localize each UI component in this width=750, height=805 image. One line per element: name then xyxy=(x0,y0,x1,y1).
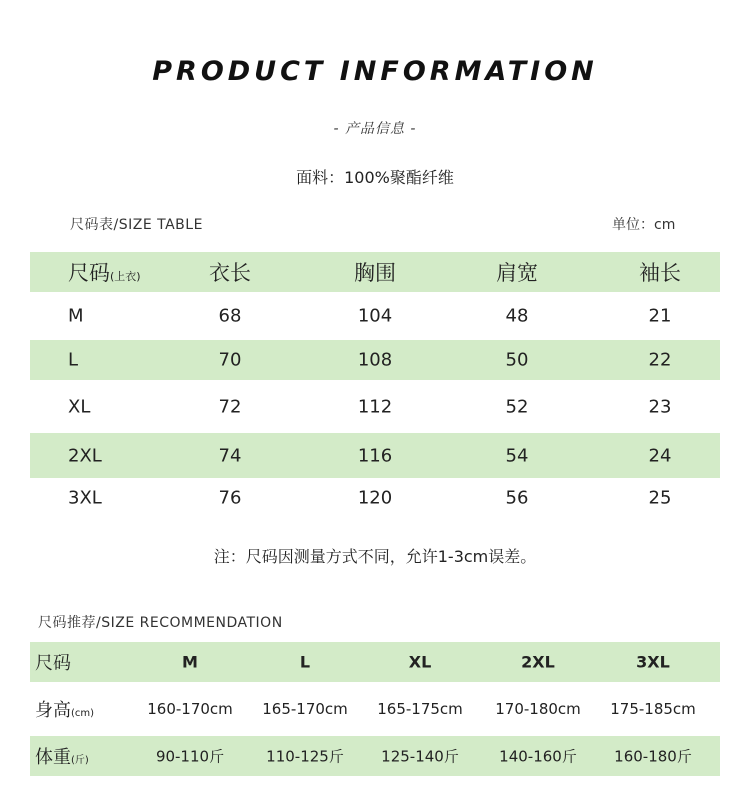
unit-label: 单位：cm xyxy=(612,217,676,233)
recommendation-label: 尺码推荐/SIZE RECOMMENDATION xyxy=(38,615,283,631)
table-row: M 68 104 48 21 xyxy=(68,305,672,327)
cell-size: L xyxy=(68,349,79,371)
recommendation-weight-row: 体重(斤) 90-110斤 110-125斤 125-140斤 140-160斤 160-180斤 xyxy=(30,736,720,776)
recommendation-height-row: 身高(cm) 160-170cm 165-170cm 165-175cm 170-180cm 175-185cm xyxy=(30,689,720,729)
header-size: 尺码(上衣) xyxy=(68,261,141,285)
rec-header-label: 尺码 xyxy=(35,653,71,674)
page-title: PRODUCT INFORMATION xyxy=(152,56,598,87)
size-table-label: 尺码表/SIZE TABLE xyxy=(70,217,203,233)
recommendation-table xyxy=(30,642,720,783)
table-row: 3XL 76 120 56 25 xyxy=(68,487,672,509)
cell-size: XL xyxy=(68,396,91,417)
cell-size: 3XL xyxy=(68,487,102,509)
recommendation-header-row: 尺码 M L XL 2XL 3XL xyxy=(30,642,720,682)
cell-size: M xyxy=(68,305,84,327)
table-row: XL 72 112 52 23 xyxy=(68,396,672,417)
cell-size: 2XL xyxy=(68,445,102,466)
size-table xyxy=(30,252,720,518)
weight-label: 体重(斤) xyxy=(35,747,89,768)
page-subtitle: - 产品信息 - xyxy=(333,121,417,137)
table-row: 2XL 74 116 54 24 xyxy=(30,433,720,478)
table-row: L 70 108 50 22 xyxy=(30,340,720,380)
height-label: 身高(cm) xyxy=(35,700,95,721)
fabric-info: 面料：100%聚酯纤维 xyxy=(296,168,454,187)
measurement-note: 注：尺码因测量方式不同，允许1-3cm误差。 xyxy=(213,547,537,566)
size-table-header: 尺码(上衣) 衣长 胸围 肩宽 袖长 xyxy=(30,252,720,292)
